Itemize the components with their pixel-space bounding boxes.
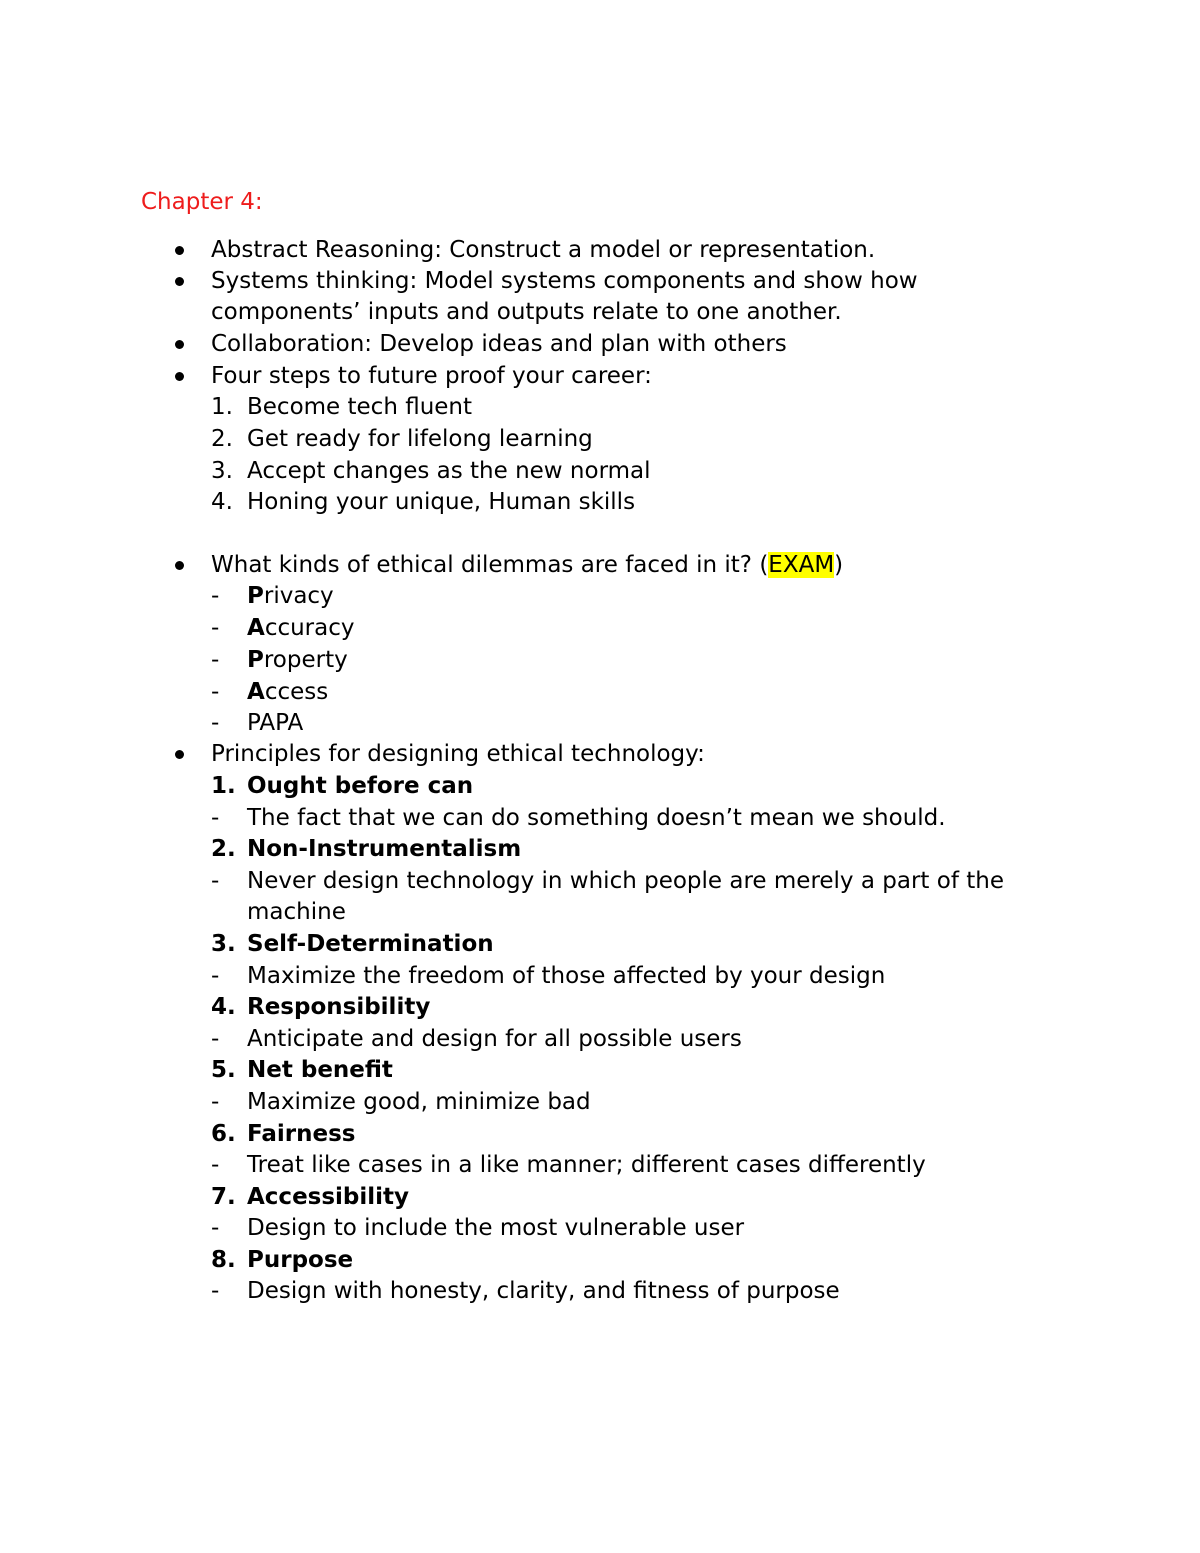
chapter-heading: Chapter 4: [141,189,263,215]
principle-desc: Never design technology in which people are merely a part of the [247,868,1004,894]
principle-number: 6. [211,1121,236,1147]
bullet-icon [172,361,188,391]
step-item: Become tech fluent [247,394,473,420]
step-item: Honing your unique, Human skills [247,489,636,515]
bullet-systems-thinking: Systems thinking: Model systems components and show how [211,268,918,294]
exam-highlight: EXAM [768,552,835,578]
principle-title: Net benefit [247,1057,393,1083]
bullet-icon [172,550,188,580]
bullet-icon [172,329,188,359]
dash-marker: - [211,963,220,989]
bullet-systems-thinking-cont: components’ inputs and outputs relate to one another. [211,299,842,325]
principle-desc: Design with honesty, clarity, and fitness of purpose [247,1278,840,1304]
dash-marker: - [211,868,220,894]
bullet-collaboration: Collaboration: Develop ideas and plan with others [211,331,787,357]
principle-title: Fairness [247,1121,356,1147]
papa-item-access [247,677,328,707]
principle-desc-cont: machine [247,899,346,925]
principle-number: 4. [211,994,236,1020]
papa-item-accuracy [247,613,355,643]
papa-rest: ccuracy [264,615,355,641]
principle-desc: The fact that we can do something doesn’t mean we should. [247,805,946,831]
principle-title: Responsibility [247,994,431,1020]
papa-initial: A [247,615,265,641]
principle-desc: Treat like cases in a like manner; different cases differently [247,1152,926,1178]
step-item: Accept changes as the new normal [247,458,651,484]
principle-title: Self-Determination [247,931,494,957]
papa-initial: P [247,583,264,609]
principle-number: 7. [211,1184,236,1210]
principle-desc: Design to include the most vulnerable user [247,1215,745,1241]
principle-number: 1. [211,773,236,799]
papa-item-property [247,645,348,675]
bullet-abstract-reasoning: Abstract Reasoning: Construct a model or representation. [211,237,876,263]
step-item: Get ready for lifelong learning [247,426,593,452]
dash-marker: - [211,1278,220,1304]
papa-initial: A [247,679,265,705]
principle-title: Purpose [247,1247,354,1273]
papa-rest: roperty [263,647,348,673]
principle-number: 8. [211,1247,236,1273]
step-number: 4. [211,489,233,515]
dash-marker: - [211,805,220,831]
dash-marker: - [211,615,220,641]
dash-marker: - [211,1089,220,1115]
dash-marker: - [211,1026,220,1052]
dash-marker: - [211,679,220,705]
bullet-four-steps: Four steps to future proof your career: [211,363,652,389]
dash-marker: - [211,647,220,673]
principle-title: Non-Instrumentalism [247,836,522,862]
principle-number: 3. [211,931,236,957]
closing-paren: ) [834,552,844,578]
principle-title: Ought before can [247,773,474,799]
bullet-principles: Principles for designing ethical technology: [211,741,705,767]
bullet-icon [172,235,188,265]
step-number: 1. [211,394,233,420]
step-number: 2. [211,426,233,452]
dash-marker: - [211,1152,220,1178]
principle-number: 2. [211,836,236,862]
dash-marker: - [211,710,220,736]
dash-marker: - [211,1215,220,1241]
principle-desc: Anticipate and design for all possible users [247,1026,742,1052]
principle-desc: Maximize the freedom of those affected by your design [247,963,886,989]
papa-rest: ccess [264,679,329,705]
step-number: 3. [211,458,233,484]
bullet-icon [172,739,188,769]
papa-rest: rivacy [263,583,334,609]
bullet-icon [172,266,188,296]
dash-marker: - [211,583,220,609]
principle-desc: Maximize good, minimize bad [247,1089,591,1115]
principle-number: 5. [211,1057,236,1083]
bullet-ethical-dilemmas [211,550,843,580]
papa-item-privacy [247,581,334,611]
papa-initial: P [247,647,264,673]
ethical-dilemmas-text: What kinds of ethical dilemmas are faced in it? ( [211,552,769,578]
papa-item-acronym: PAPA [247,710,304,736]
principle-title: Accessibility [247,1184,410,1210]
